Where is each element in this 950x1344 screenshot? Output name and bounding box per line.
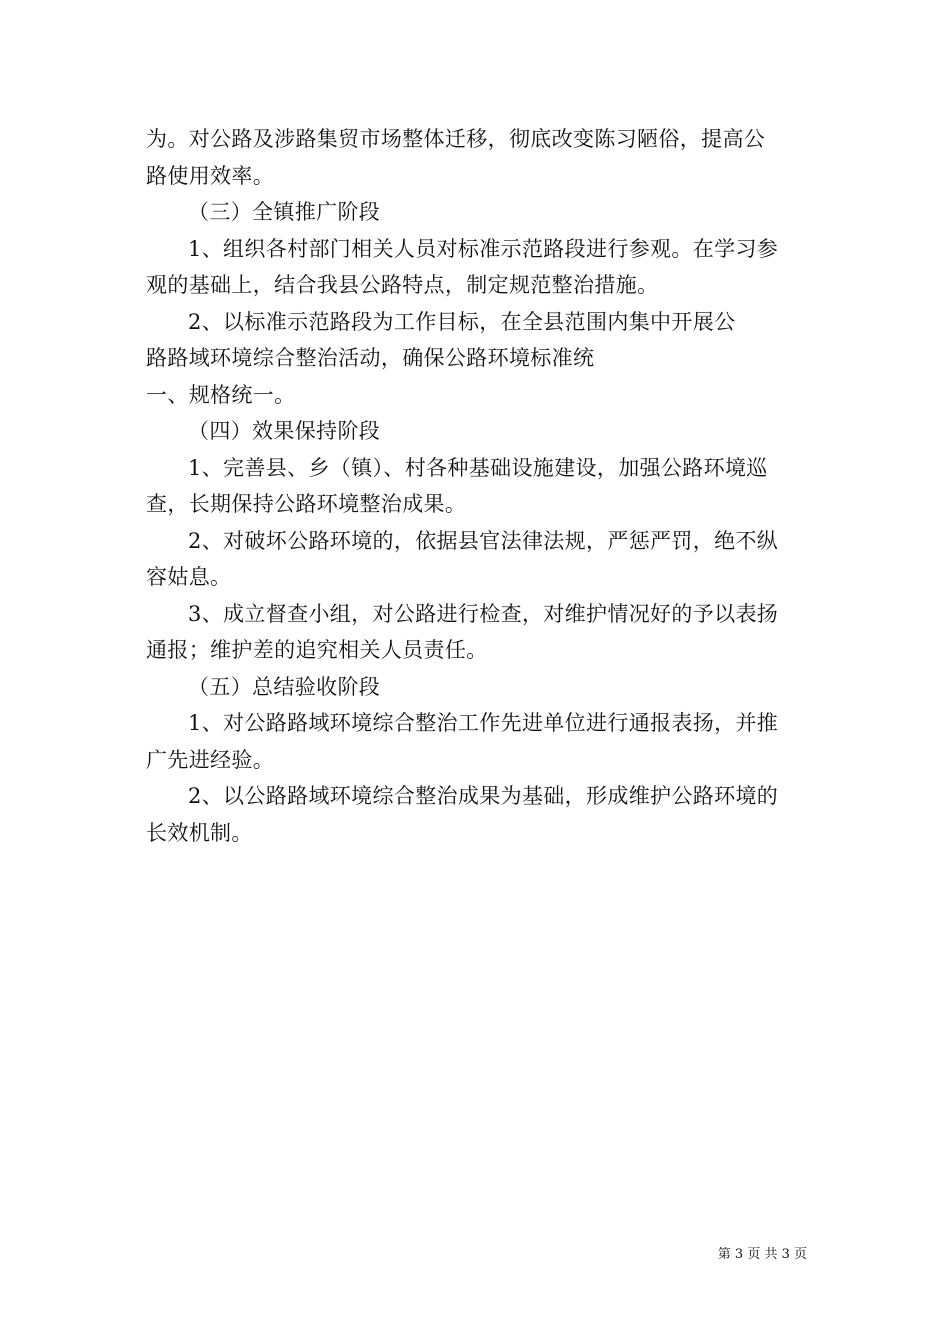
section-heading: （四）效果保持阶段	[188, 419, 381, 443]
paragraph-line: 路路域环境综合整治活动，确保公路环境标准统	[146, 346, 595, 370]
paragraph-line: 3、成立督查小组，对公路进行检查，对维护情况好的予以表扬	[188, 601, 779, 626]
paragraph-line: 查，长期保持公路环境整治成果。	[146, 492, 467, 516]
paragraph-line: 1、对公路路域环境综合整治工作先进单位进行通报表扬，并推	[188, 711, 779, 735]
paragraph-line: 长效机制。	[146, 820, 253, 845]
paragraph-line: 为。对公路及涉路集贸市场整体迁移，彻底改变陈习陋俗，提高公	[146, 127, 766, 151]
page-number-footer: 第 3 页 共 3 页	[717, 1247, 807, 1262]
paragraph-line: 2、对破坏公路环境的，依据县官法律法规，严惩严罚，绝不纵	[188, 528, 779, 553]
paragraph-line: 路使用效率。	[146, 163, 275, 188]
section-heading: （五）总结验收阶段	[188, 674, 381, 699]
section-heading: （三）全镇推广阶段	[188, 200, 381, 224]
paragraph-line: 1、组织各村部门相关人员对标准示范路段进行参观。在学习参	[188, 236, 779, 261]
paragraph-line: 一、规格统一。	[146, 382, 296, 407]
paragraph-line: 2、以标准示范路段为工作目标，在全县范围内集中开展公	[188, 309, 736, 334]
paragraph-line: 广先进经验。	[146, 747, 275, 772]
document-body	[146, 121, 816, 851]
paragraph-line: 2、以公路路域环境综合整治成果为基础，形成维护公路环境的	[188, 784, 779, 808]
paragraph-line: 通报；维护差的追究相关人员责任。	[146, 638, 488, 662]
paragraph-line: 容姑息。	[146, 565, 232, 589]
paragraph-line: 1、完善县、乡（镇）、村各种基础设施建设，加强公路环境巡	[188, 455, 768, 480]
paragraph-line: 观的基础上，结合我县公路特点，制定规范整治措施。	[146, 273, 659, 297]
